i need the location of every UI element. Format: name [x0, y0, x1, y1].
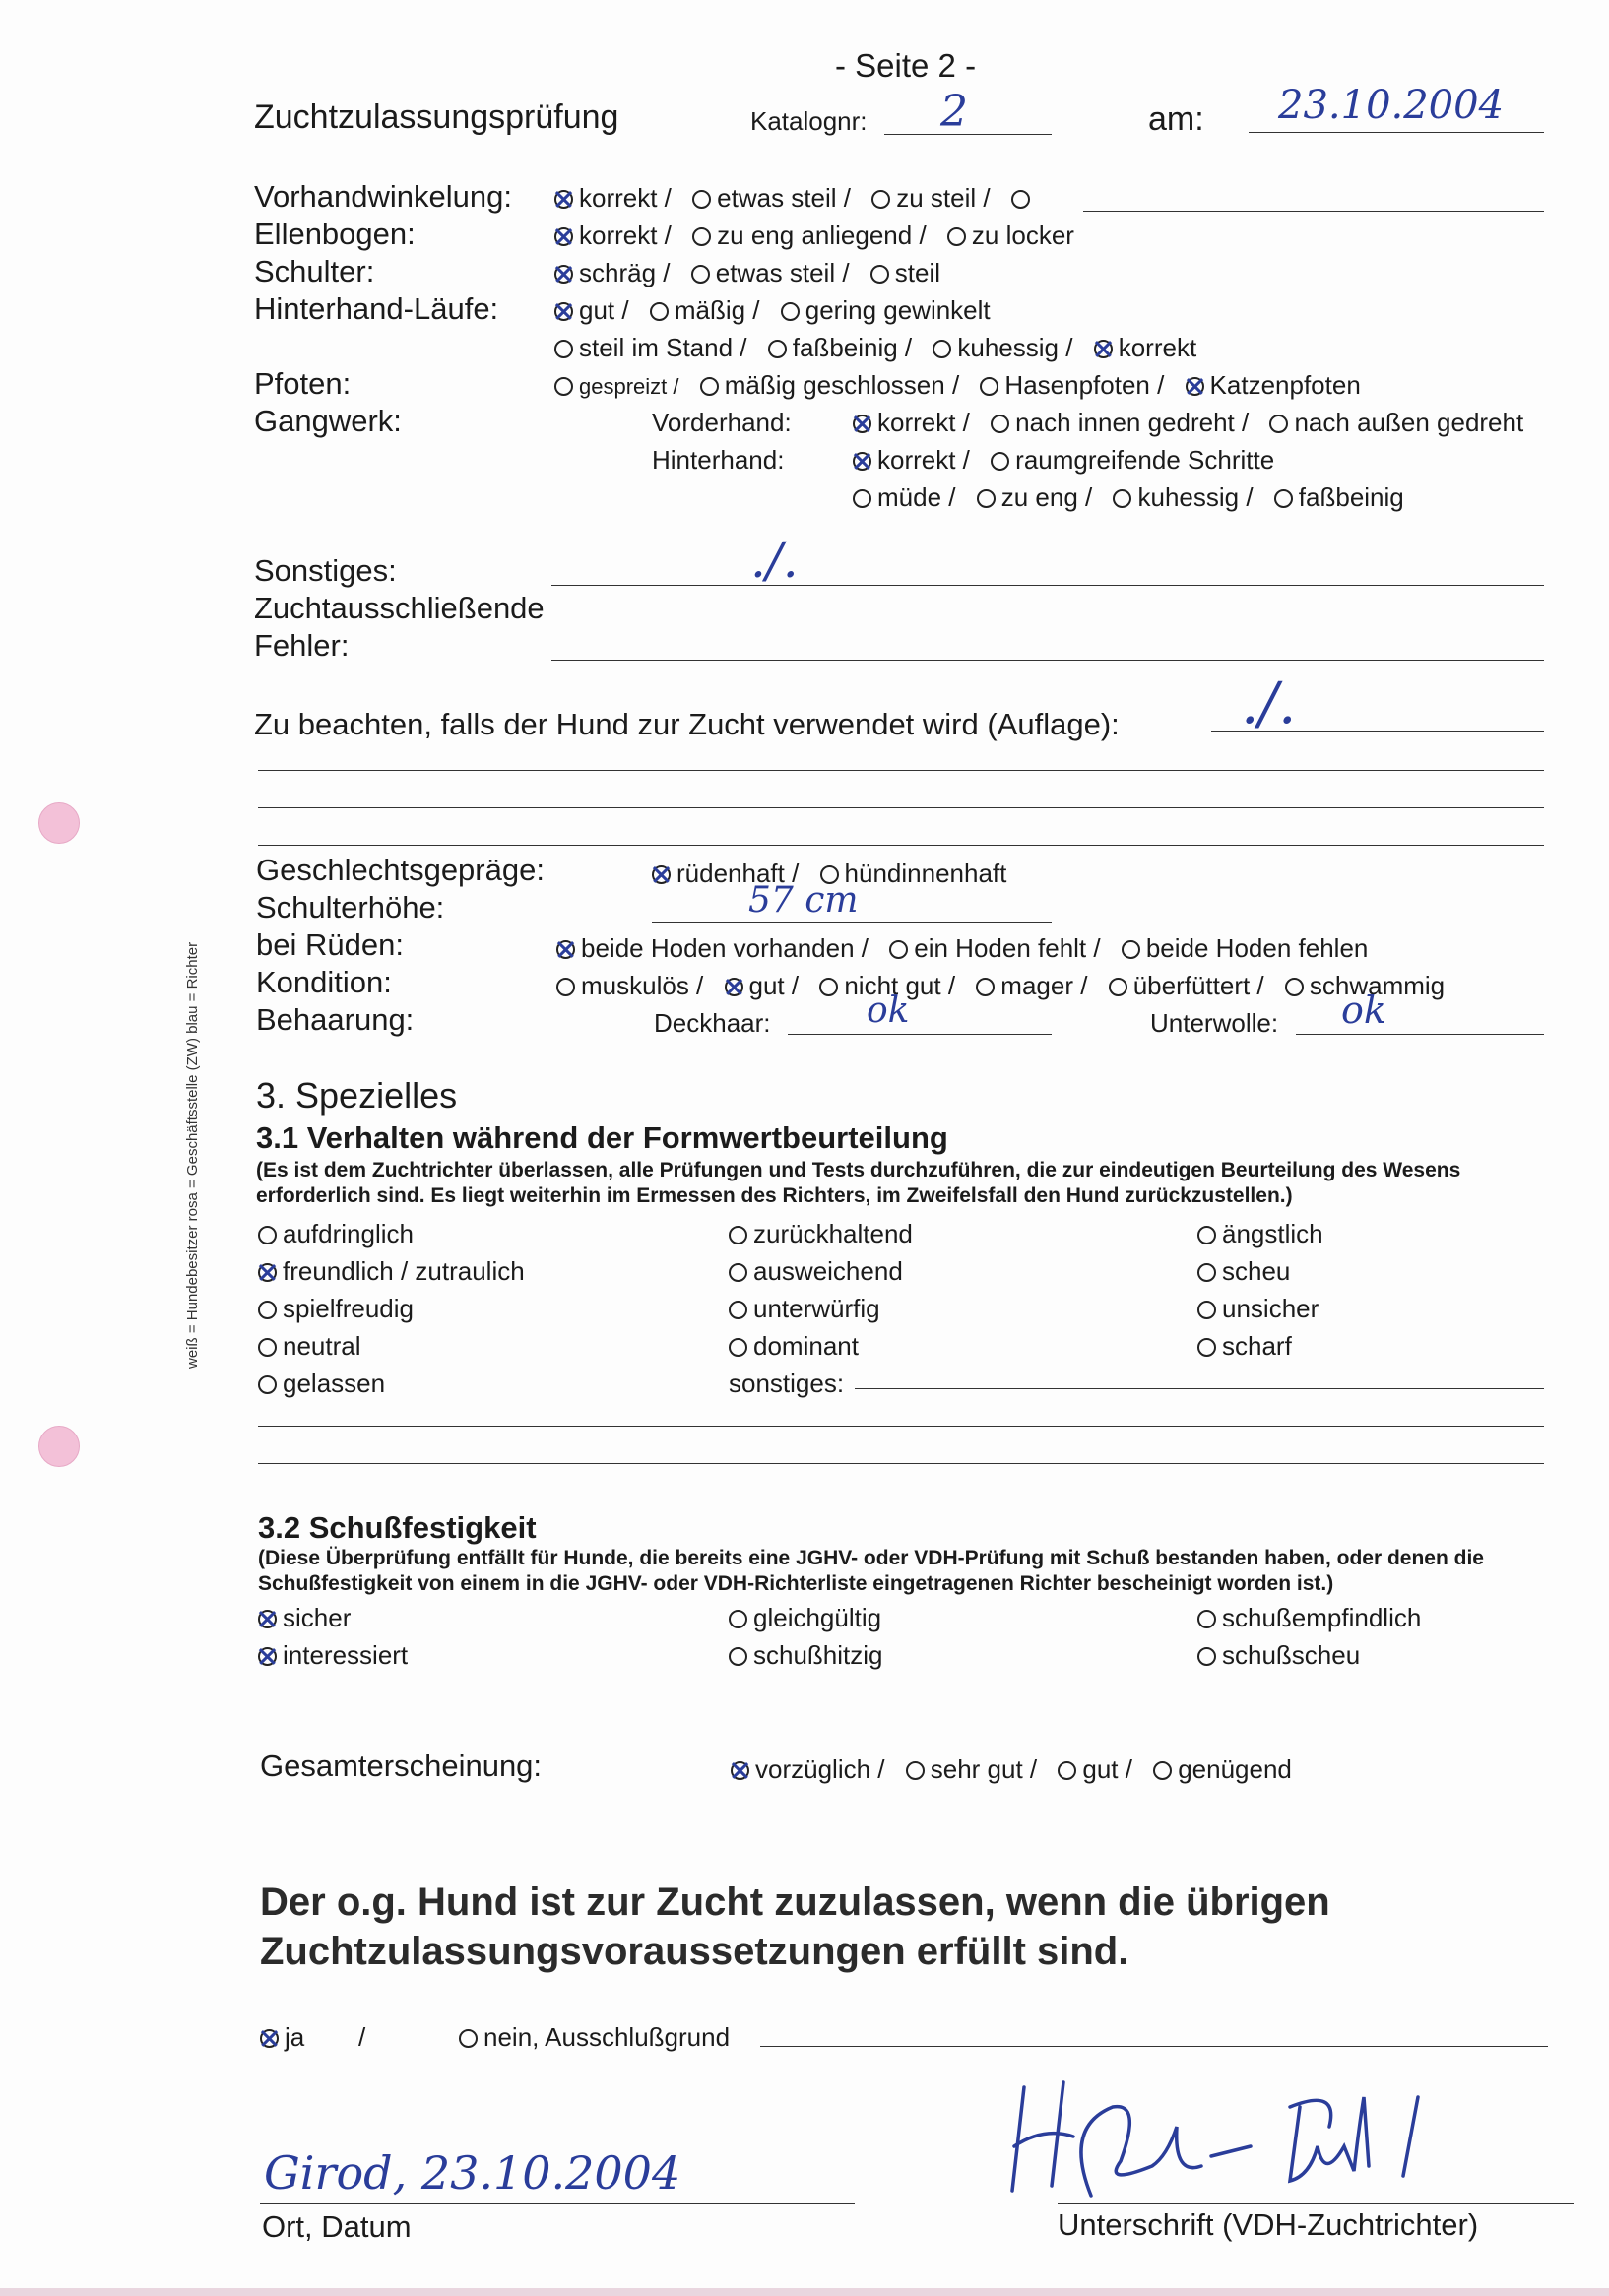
checkbox-icon[interactable]: [1011, 190, 1030, 209]
gesamt-options: vorzüglich / sehr gut / gut / genügend: [731, 1754, 1292, 1785]
checkbox-icon[interactable]: [554, 302, 573, 321]
schulterhoehe-label: Schulterhöhe:: [256, 890, 445, 925]
vorderhand-options: korrekt / nach innen gedreht / nach außen gedreht: [853, 408, 1523, 438]
checkbox-icon[interactable]: [1122, 940, 1140, 959]
verhalten-col3: ängstlich scheu unsicher scharf: [1197, 1215, 1323, 1365]
checkbox-icon[interactable]: [947, 227, 966, 246]
schulter-label: Schulter:: [254, 254, 375, 288]
geschlecht-label: Geschlechtsgepräge:: [256, 853, 545, 887]
checkbox-icon[interactable]: [554, 377, 573, 396]
conclusion-line-1: Der o.g. Hund ist zur Zucht zuzulassen, wenn die übrigen: [260, 1881, 1330, 1924]
nein-option: nein, Ausschlußgrund: [459, 2022, 730, 2053]
katalog-label: Katalognr:: [750, 106, 868, 136]
checkbox-icon[interactable]: [1269, 415, 1288, 433]
checkbox-icon[interactable]: [650, 302, 669, 321]
checkbox-icon[interactable]: [1197, 1226, 1216, 1244]
gesamt-label: Gesamterscheinung:: [260, 1749, 543, 1783]
checkbox-icon[interactable]: [1094, 340, 1113, 358]
checkbox-icon[interactable]: [725, 978, 743, 996]
vorhand-options: korrekt / etwas steil / zu steil /: [554, 183, 1036, 214]
rueden-label: bei Rüden:: [256, 927, 404, 962]
checkbox-icon[interactable]: [258, 1301, 277, 1319]
checkbox-icon[interactable]: [819, 978, 838, 996]
checkbox-icon[interactable]: [258, 1647, 277, 1666]
checkbox-icon[interactable]: [768, 340, 787, 358]
checkbox-icon[interactable]: [933, 340, 951, 358]
verhalten-col2: zurückhaltend ausweichend unterwürfig dominant sonstiges:: [729, 1215, 913, 1402]
date-label: am:: [1148, 100, 1204, 138]
section-3-heading: 3. Spezielles: [256, 1075, 458, 1116]
ort-datum-value[interactable]: Girod, 23.10.2004: [264, 2146, 681, 2200]
deckhaar-label: Deckhaar:: [654, 1008, 771, 1038]
punch-hole-top: [38, 802, 80, 844]
checkbox-icon[interactable]: [980, 377, 998, 396]
checkbox-icon[interactable]: [729, 1301, 747, 1319]
ellenbogen-options: korrekt / zu eng anliegend / zu locker: [554, 221, 1074, 251]
date-value[interactable]: 23.10.2004: [1278, 83, 1505, 128]
checkbox-icon[interactable]: [554, 340, 573, 358]
checkbox-icon[interactable]: [1113, 489, 1131, 508]
unterwolle-label: Unterwolle:: [1150, 1008, 1279, 1038]
katalog-value[interactable]: 2: [940, 87, 968, 137]
unterwolle-value[interactable]: ok: [1341, 989, 1386, 1032]
checkbox-icon[interactable]: [258, 1226, 277, 1244]
checkbox-icon[interactable]: [692, 227, 711, 246]
checkbox-icon[interactable]: [258, 1263, 277, 1282]
vorhand-label: Vorhandwinkelung:: [254, 179, 512, 214]
punch-hole-bottom: [38, 1426, 80, 1467]
ellenbogen-label: Ellenbogen:: [254, 217, 416, 251]
form-title: Zuchtzulassungsprüfung: [254, 98, 619, 136]
checkbox-icon[interactable]: [1153, 1761, 1172, 1780]
hinterhand-options: gut / mäßig / gering gewinkelt: [554, 295, 991, 326]
hinterhand-options-2: steil im Stand / faßbeinig / kuhessig / korrekt: [554, 333, 1196, 363]
section-3-1-heading: 3.1 Verhalten während der Formwertbeurteilung: [256, 1120, 948, 1155]
checkbox-icon[interactable]: [853, 489, 871, 508]
ja-option: ja: [260, 2022, 304, 2053]
sonstiges-value[interactable]: ./.: [750, 532, 799, 589]
pfoten-options: gespreizt / mäßig geschlossen / Hasenpfoten / Katzenpfoten: [554, 370, 1361, 401]
checkbox-icon[interactable]: [692, 190, 711, 209]
vorderhand-label: Vorderhand:: [652, 408, 792, 437]
checkbox-icon[interactable]: [652, 865, 671, 884]
checkbox-icon[interactable]: [1197, 1263, 1216, 1282]
sonstiges-label: Sonstiges:: [254, 553, 397, 588]
scan-edge: [0, 2288, 1609, 2296]
checkbox-icon[interactable]: [1197, 1647, 1216, 1666]
checkbox-icon[interactable]: [853, 415, 871, 433]
checkbox-icon[interactable]: [459, 2029, 478, 2048]
section-3-2-note: (Diese Überprüfung entfällt für Hunde, die bereits eine JGHV- oder VDH-Prüfung mit Schuß bestanden haben, oder denen die Schußfestigkeit von einem in die JGHV- oder VDH-Richterliste eingetragenen Richter bescheinigt worden ist.): [258, 1547, 1484, 1595]
checkbox-icon[interactable]: [731, 1761, 749, 1780]
checkbox-icon[interactable]: [729, 1263, 747, 1282]
checkbox-icon[interactable]: [258, 1610, 277, 1628]
ja-nein-separator: /: [358, 2022, 366, 2052]
checkbox-icon[interactable]: [729, 1647, 747, 1666]
sonstiges-small-label: sonstiges:: [729, 1369, 845, 1398]
kondition-options: muskulös / gut / nicht gut / mager / überfüttert / schwammig: [556, 971, 1445, 1001]
checkbox-icon[interactable]: [870, 265, 889, 284]
checkbox-icon[interactable]: [1186, 377, 1204, 396]
behaarung-label: Behaarung:: [256, 1002, 415, 1037]
checkbox-icon[interactable]: [556, 978, 575, 996]
checkbox-icon[interactable]: [1109, 978, 1127, 996]
checkbox-icon[interactable]: [729, 1226, 747, 1244]
fehler-label-1: Zuchtausschließende: [254, 591, 545, 625]
ort-datum-label: Ort, Datum: [262, 2209, 412, 2244]
checkbox-icon[interactable]: [1058, 1761, 1076, 1780]
auflage-value[interactable]: ./.: [1241, 670, 1297, 736]
checkbox-icon[interactable]: [853, 452, 871, 471]
schuss-col2: gleichgültig schußhitzig: [729, 1599, 883, 1674]
checkbox-icon[interactable]: [781, 302, 800, 321]
hinterhand-gang-label: Hinterhand:: [652, 445, 785, 475]
checkbox-icon[interactable]: [260, 2029, 279, 2048]
checkbox-icon[interactable]: [871, 190, 890, 209]
checkbox-icon[interactable]: [258, 1375, 277, 1394]
checkbox-icon[interactable]: [556, 940, 575, 959]
checkbox-icon[interactable]: [1197, 1301, 1216, 1319]
gangwerk-label: Gangwerk:: [254, 404, 402, 438]
fehler-label-2: Fehler:: [254, 628, 350, 663]
checkbox-icon[interactable]: [691, 265, 710, 284]
rueden-options: beide Hoden vorhanden / ein Hoden fehlt / beide Hoden fehlen: [556, 933, 1368, 964]
checkbox-icon[interactable]: [554, 190, 573, 209]
hinterhand-gang-options: korrekt / raumgreifende Schritte: [853, 445, 1274, 476]
checkbox-icon[interactable]: [554, 227, 573, 246]
hinterhand-gang-options-2: müde / zu eng / kuhessig / faßbeinig: [853, 482, 1404, 513]
schulterhoehe-value[interactable]: 57 cm: [748, 880, 859, 921]
checkbox-icon[interactable]: [976, 978, 995, 996]
schuss-col1: sicher interessiert: [258, 1599, 408, 1674]
schuss-col3: schußempfindlich schußscheu: [1197, 1599, 1421, 1674]
checkbox-icon[interactable]: [1274, 489, 1293, 508]
geschlecht-options: rüdenhaft / hündinnenhaft: [652, 859, 1006, 889]
conclusion-line-2: Zuchtzulassungsvoraussetzungen erfüllt sind.: [260, 1930, 1129, 1973]
checkbox-icon[interactable]: [991, 415, 1009, 433]
hinterhand-label: Hinterhand-Läufe:: [254, 291, 499, 326]
checkbox-icon[interactable]: [1285, 978, 1304, 996]
judge-signature: [1004, 2068, 1497, 2205]
signature-label: Unterschrift (VDH-Zuchtrichter): [1058, 2207, 1479, 2242]
pfoten-label: Pfoten:: [254, 366, 352, 401]
checkbox-icon[interactable]: [1197, 1610, 1216, 1628]
checkbox-icon[interactable]: [977, 489, 996, 508]
section-3-2-heading: 3.2 Schußfestigkeit: [258, 1510, 537, 1545]
section-3-1-note: (Es ist dem Zuchtrichter überlassen, alle Prüfungen und Tests durchzuführen, die zur eindeutigen Beurteilung des Wesens erforderlich sind. Es liegt weiterhin im Ermessen des Richters, im Zweifelsfall den Hund zurückzustellen.): [256, 1159, 1461, 1207]
schulter-options: schräg / etwas steil / steil: [554, 258, 940, 288]
deckhaar-value[interactable]: ok: [867, 990, 910, 1031]
copy-color-legend: weiß = Hundebesitzer rosa = Geschäftsstelle (ZW) blau = Richter: [184, 941, 201, 1369]
verhalten-col1: aufdringlich freundlich / zutraulich spielfreudig neutral gelassen: [258, 1215, 525, 1402]
checkbox-icon[interactable]: [258, 1338, 277, 1357]
checkbox-icon[interactable]: [700, 377, 719, 396]
kondition-label: Kondition:: [256, 965, 392, 999]
checkbox-icon[interactable]: [1197, 1338, 1216, 1357]
page-number: - Seite 2 -: [835, 47, 977, 84]
checkbox-icon[interactable]: [991, 452, 1009, 471]
checkbox-icon[interactable]: [729, 1338, 747, 1357]
checkbox-icon[interactable]: [889, 940, 908, 959]
auflage-label: Zu beachten, falls der Hund zur Zucht verwendet wird (Auflage):: [254, 707, 1120, 741]
checkbox-icon[interactable]: [729, 1610, 747, 1628]
checkbox-icon[interactable]: [906, 1761, 925, 1780]
checkbox-icon[interactable]: [554, 265, 573, 284]
